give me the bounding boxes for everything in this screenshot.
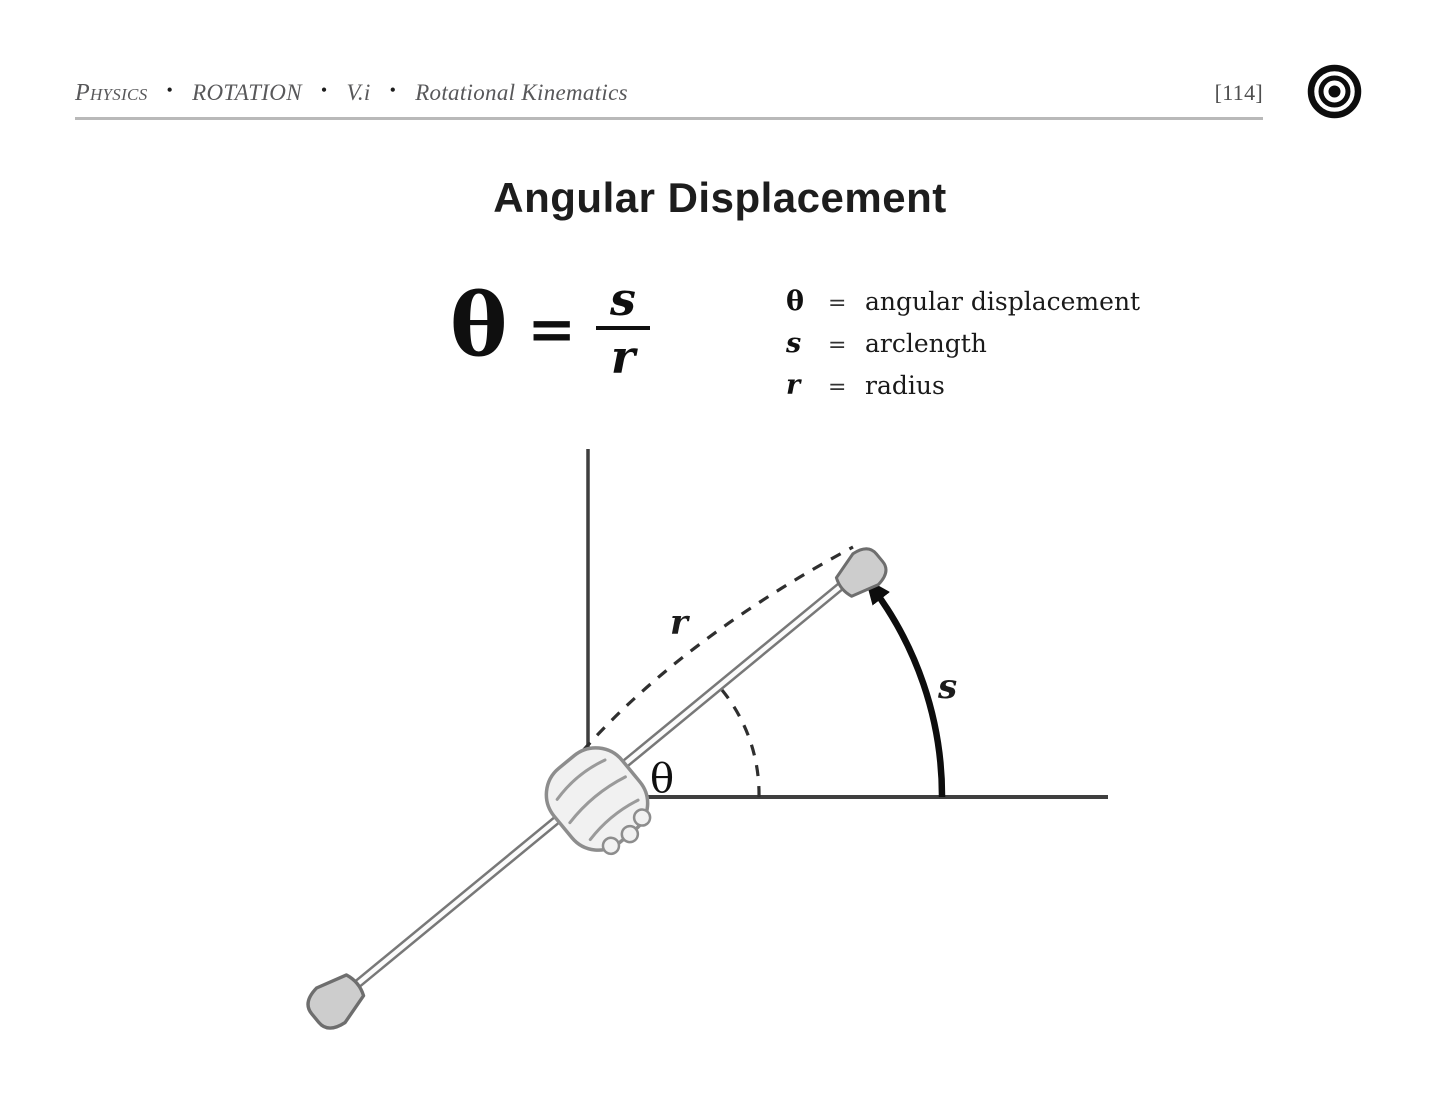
radius-label: r — [670, 603, 688, 643]
bullet-separator-icon: • — [389, 80, 397, 100]
legend-definition: arclength — [865, 329, 987, 358]
arclength-label: s — [938, 667, 958, 707]
formula-numerator: s — [610, 272, 636, 326]
breadcrumb-item-chapter: ROTATION — [192, 80, 302, 105]
hand-fist — [533, 734, 667, 870]
legend-symbol: s — [786, 328, 802, 359]
baton-knob-top — [829, 542, 892, 604]
formula-angular-displacement — [450, 272, 650, 384]
theta-angle-label: θ — [650, 756, 675, 802]
legend-row-radius — [786, 370, 1140, 412]
legend-definition: radius — [865, 371, 945, 400]
legend-row-arclength — [786, 328, 1140, 370]
legend-symbol: θ — [786, 286, 805, 317]
bullet-separator-icon: • — [166, 80, 174, 100]
page-number: [114] — [1214, 80, 1263, 105]
rotation-diagram — [0, 430, 1440, 1114]
legend-equals: = — [828, 333, 847, 358]
breadcrumb-item-subject: Physics — [75, 80, 148, 106]
legend-definition: angular displacement — [865, 287, 1141, 316]
formula-fraction — [596, 272, 650, 384]
symbol-legend — [786, 286, 1140, 412]
breadcrumb-item-topic: Rotational Kinematics — [415, 80, 628, 105]
angle-dashed-arc — [722, 690, 759, 797]
legend-symbol: r — [786, 370, 801, 401]
bullseye-icon — [1306, 63, 1363, 120]
header-rule — [75, 117, 1263, 120]
legend-equals: = — [828, 291, 847, 316]
page-header — [75, 80, 1263, 107]
formula-equals: = — [527, 295, 576, 363]
legend-equals: = — [828, 375, 847, 400]
arclength-arrow-arc — [869, 583, 942, 797]
page-title: Angular Displacement — [493, 174, 947, 221]
formula-theta: θ — [450, 275, 508, 376]
formula-denominator: r — [610, 330, 636, 384]
legend-row-theta — [786, 286, 1140, 328]
bullet-separator-icon: • — [320, 80, 328, 100]
breadcrumb-item-section: V.i — [346, 80, 371, 105]
